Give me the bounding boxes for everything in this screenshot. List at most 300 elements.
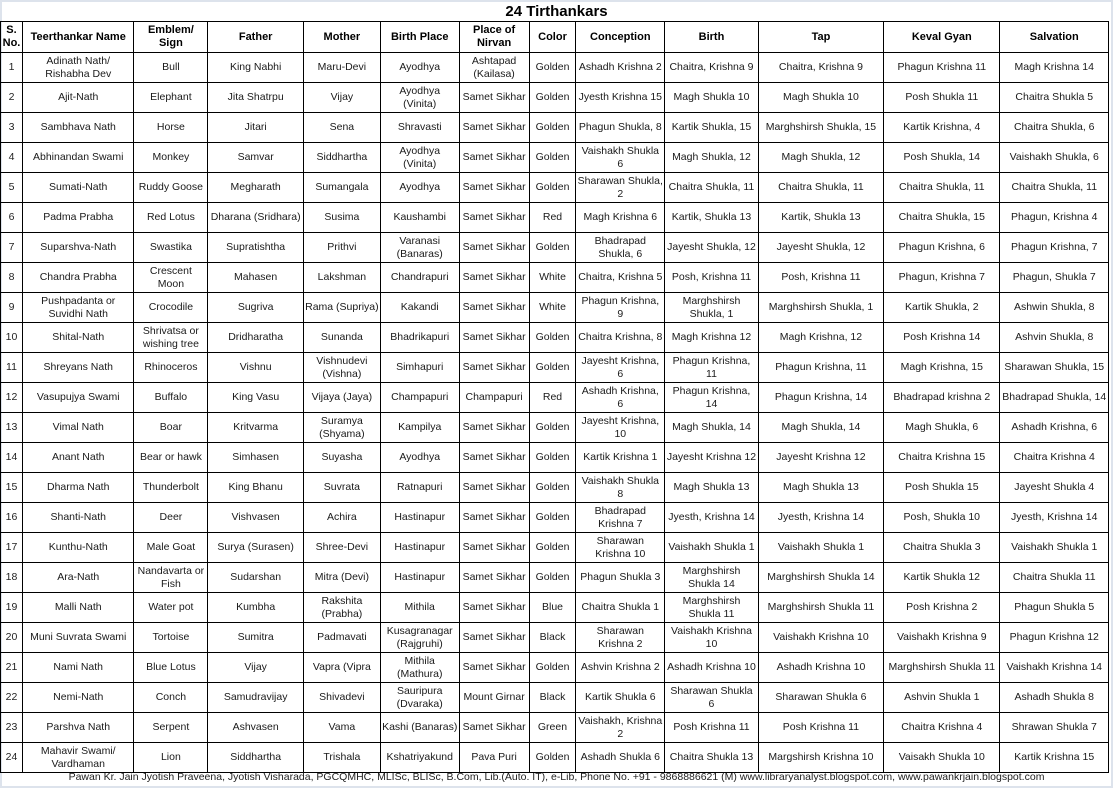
table-cell: Jayesht Krishna, 10 (576, 413, 665, 443)
table-cell: Posh Shukla, 14 (884, 143, 1000, 173)
column-header: Birth (665, 22, 759, 53)
table-row (1, 743, 1109, 773)
table-cell: Chaitra, Krishna 5 (576, 263, 665, 293)
table-cell: Deer (134, 503, 208, 533)
table-cell: Golden (529, 563, 576, 593)
table-cell: Mitra (Devi) (304, 563, 381, 593)
table-row (1, 323, 1109, 353)
table-cell: Vaishakh Krishna 14 (1000, 653, 1109, 683)
tirthankars-table (0, 21, 1109, 773)
table-cell: Kshatriyakund (380, 743, 459, 773)
column-header: Birth Place (380, 22, 459, 53)
table-cell: Samet Sikhar (459, 113, 529, 143)
table-cell: 12 (1, 383, 23, 413)
table-cell: Phagun Shukla 5 (1000, 593, 1109, 623)
table-cell: Chaitra Shukla 1 (576, 593, 665, 623)
table-cell: Sumitra (208, 623, 304, 653)
table-cell: Red (529, 383, 576, 413)
table-cell: Jayesht Krishna, 6 (576, 353, 665, 383)
table-cell: Phagun Shukla, 8 (576, 113, 665, 143)
column-header: Teerthankar Name (22, 22, 134, 53)
table-cell: Suramya (Shyama) (304, 413, 381, 443)
table-cell: Suyasha (304, 443, 381, 473)
table-cell: Pushpadanta or Suvidhi Nath (22, 293, 134, 323)
table-cell: Champapuri (459, 383, 529, 413)
table-cell: Anant Nath (22, 443, 134, 473)
table-cell: Rhinoceros (134, 353, 208, 383)
table-cell: Siddhartha (208, 743, 304, 773)
table-cell: Ruddy Goose (134, 173, 208, 203)
table-cell: Magh Shukla 13 (758, 473, 883, 503)
table-cell: Magh Krishna, 12 (758, 323, 883, 353)
table-cell: Kartik Shukla, 15 (665, 113, 759, 143)
table-cell: Kartik Shukla, 2 (884, 293, 1000, 323)
table-cell: Posh Shukla 11 (884, 83, 1000, 113)
table-cell: King Nabhi (208, 53, 304, 83)
table-cell: Phagun Krishna, 6 (884, 233, 1000, 263)
table-cell: Mithila (Mathura) (380, 653, 459, 683)
table-cell: Jyesth, Krishna 14 (665, 503, 759, 533)
table-cell: Sharawan Krishna 10 (576, 533, 665, 563)
table-cell: Hastinapur (380, 503, 459, 533)
table-cell: Chandrapuri (380, 263, 459, 293)
table-row (1, 113, 1109, 143)
table-cell: Siddhartha (304, 143, 381, 173)
table-cell: Samet Sikhar (459, 593, 529, 623)
table-cell: Jitari (208, 113, 304, 143)
table-cell: Shravasti (380, 113, 459, 143)
table-row (1, 143, 1109, 173)
table-row (1, 233, 1109, 263)
table-cell: Padmavati (304, 623, 381, 653)
table-cell: Phagun Krishna 11 (884, 53, 1000, 83)
table-row (1, 713, 1109, 743)
table-cell: Kakandi (380, 293, 459, 323)
table-cell: Golden (529, 143, 576, 173)
table-cell: Maru-Devi (304, 53, 381, 83)
table-cell: Phagun, Krishna 4 (1000, 203, 1109, 233)
table-row (1, 53, 1109, 83)
table-cell: Kartik Krishna 15 (1000, 743, 1109, 773)
table-cell: Vama (304, 713, 381, 743)
table-row (1, 383, 1109, 413)
table-row (1, 173, 1109, 203)
table-cell: Padma Prabha (22, 203, 134, 233)
table-cell: Kartik Krishna, 4 (884, 113, 1000, 143)
table-cell: Sugriva (208, 293, 304, 323)
table-cell: Hastinapur (380, 563, 459, 593)
table-cell: 21 (1, 653, 23, 683)
table-cell: Monkey (134, 143, 208, 173)
table-cell: Magh Shukla 10 (665, 83, 759, 113)
table-cell: Magh Shukla, 12 (665, 143, 759, 173)
table-cell: 5 (1, 173, 23, 203)
table-row (1, 263, 1109, 293)
table-cell: 19 (1, 593, 23, 623)
table-cell: Sunanda (304, 323, 381, 353)
table-cell: Crescent Moon (134, 263, 208, 293)
table-cell: Shrivatsa or wishing tree (134, 323, 208, 353)
table-cell: Golden (529, 473, 576, 503)
table-cell: Posh Krishna 14 (884, 323, 1000, 353)
table-cell: Sauripura (Dvaraka) (380, 683, 459, 713)
table-cell: Vaishakh Krishna 9 (884, 623, 1000, 653)
table-cell: Vishnu (208, 353, 304, 383)
table-cell: Muni Suvrata Swami (22, 623, 134, 653)
table-cell: Kartik Shukla 12 (884, 563, 1000, 593)
table-row (1, 83, 1109, 113)
table-cell: Shital-Nath (22, 323, 134, 353)
table-cell: Kashi (Banaras) (380, 713, 459, 743)
table-cell: Sena (304, 113, 381, 143)
table-cell: Samvar (208, 143, 304, 173)
table-cell: Mithila (380, 593, 459, 623)
table-cell: 16 (1, 503, 23, 533)
table-cell: Hastinapur (380, 533, 459, 563)
table-cell: Mount Girnar (459, 683, 529, 713)
table-cell: Ashadh Shukla 8 (1000, 683, 1109, 713)
table-cell: Sumangala (304, 173, 381, 203)
table-cell: Phagun Krishna, 14 (758, 383, 883, 413)
table-cell: Ayodhya (380, 53, 459, 83)
table-cell: Achira (304, 503, 381, 533)
table-cell: Mahavir Swami/ Vardhaman (22, 743, 134, 773)
table-cell: Chaitra Shukla 11 (1000, 563, 1109, 593)
table-cell: 2 (1, 83, 23, 113)
table-cell: Phagun Shukla 3 (576, 563, 665, 593)
table-cell: Ayodhya (380, 443, 459, 473)
table-cell: 22 (1, 683, 23, 713)
table-cell: Magh Shukla, 6 (884, 413, 1000, 443)
table-cell: Ashvasen (208, 713, 304, 743)
table-row (1, 443, 1109, 473)
table-row (1, 593, 1109, 623)
table-cell: Magh Krishna 14 (1000, 53, 1109, 83)
table-cell: Dharana (Sridhara) (208, 203, 304, 233)
table-cell: Phagun, Krishna 7 (884, 263, 1000, 293)
table-cell: Samet Sikhar (459, 233, 529, 263)
table-cell: Samet Sikhar (459, 503, 529, 533)
table-cell: Vapra (Vipra (304, 653, 381, 683)
table-cell: 3 (1, 113, 23, 143)
table-cell: Samet Sikhar (459, 413, 529, 443)
table-cell: Ashadh Shukla 6 (576, 743, 665, 773)
table-cell: Simhasen (208, 443, 304, 473)
table-cell: Prithvi (304, 233, 381, 263)
table-cell: Bhadrikapuri (380, 323, 459, 353)
table-cell: Marghshirsh Shukla 11 (665, 593, 759, 623)
table-cell: Jayesht Krishna 12 (758, 443, 883, 473)
table-cell: Kartik, Shukla 13 (665, 203, 759, 233)
table-cell: Phagun Krishna, 11 (758, 353, 883, 383)
table-cell: Shree-Devi (304, 533, 381, 563)
table-cell: Chaitra Krishna 4 (884, 713, 1000, 743)
table-cell: Samet Sikhar (459, 443, 529, 473)
table-cell: Thunderbolt (134, 473, 208, 503)
table-cell: Ajit-Nath (22, 83, 134, 113)
table-cell: Marghshirsh Shukla, 15 (758, 113, 883, 143)
table-cell: Jayesht Shukla 4 (1000, 473, 1109, 503)
table-cell: Rakshita (Prabha) (304, 593, 381, 623)
table-cell: Vaishakh Krishna 10 (758, 623, 883, 653)
table-cell: Kartik, Shukla 13 (758, 203, 883, 233)
table-cell: Red Lotus (134, 203, 208, 233)
table-cell: King Vasu (208, 383, 304, 413)
column-header: Father (208, 22, 304, 53)
table-cell: Bhadrapad Shukla, 6 (576, 233, 665, 263)
table-cell: 13 (1, 413, 23, 443)
table-cell: 18 (1, 563, 23, 593)
table-cell: Vijaya (Jaya) (304, 383, 381, 413)
table-cell: Chaitra Shukla 13 (665, 743, 759, 773)
table-cell: Posh, Krishna 11 (665, 263, 759, 293)
table-cell: Ashvin Krishna 2 (576, 653, 665, 683)
table-cell: Sambhava Nath (22, 113, 134, 143)
table-cell: Kritvarma (208, 413, 304, 443)
table-cell: Magh Shukla, 12 (758, 143, 883, 173)
table-cell: Ashadh Krishna, 6 (576, 383, 665, 413)
table-cell: Kampilya (380, 413, 459, 443)
table-cell: White (529, 263, 576, 293)
table-cell: Vaishakh Shukla 8 (576, 473, 665, 503)
table-cell: Chaitra Krishna 15 (884, 443, 1000, 473)
table-cell: Shrawan Shukla 7 (1000, 713, 1109, 743)
table-cell: 14 (1, 443, 23, 473)
table-cell: Jayesht Shukla, 12 (665, 233, 759, 263)
table-cell: Magh Shukla 10 (758, 83, 883, 113)
table-cell: Malli Nath (22, 593, 134, 623)
table-cell: Posh Shukla 15 (884, 473, 1000, 503)
table-cell: Magh Krishna, 15 (884, 353, 1000, 383)
table-cell: Vaishakh Shukla 6 (576, 143, 665, 173)
table-row (1, 413, 1109, 443)
table-cell: Dridharatha (208, 323, 304, 353)
table-cell: Lakshman (304, 263, 381, 293)
table-cell: Kusagranagar (Rajgruhi) (380, 623, 459, 653)
table-cell: Red (529, 203, 576, 233)
table-cell: Samet Sikhar (459, 353, 529, 383)
table-cell: Serpent (134, 713, 208, 743)
table-cell: 24 (1, 743, 23, 773)
table-cell: Vaishakh Shukla 1 (1000, 533, 1109, 563)
table-cell: Golden (529, 173, 576, 203)
table-cell: Vaishakh Shukla 1 (665, 533, 759, 563)
table-cell: Vasupujya Swami (22, 383, 134, 413)
table-row (1, 353, 1109, 383)
table-cell: Jyesth, Krishna 14 (758, 503, 883, 533)
table-cell: Vimal Nath (22, 413, 134, 443)
table-row (1, 473, 1109, 503)
table-cell: Magh Shukla, 14 (665, 413, 759, 443)
table-cell: Golden (529, 413, 576, 443)
table-cell: Vishnudevi (Vishna) (304, 353, 381, 383)
table-cell: Golden (529, 743, 576, 773)
table-cell: Jita Shatrpu (208, 83, 304, 113)
table-cell: Nemi-Nath (22, 683, 134, 713)
table-cell: Phagun Krishna, 14 (665, 383, 759, 413)
table-cell: 17 (1, 533, 23, 563)
table-cell: Posh Krishna 11 (758, 713, 883, 743)
header-row (1, 22, 1109, 53)
table-cell: Golden (529, 443, 576, 473)
table-cell: Kunthu-Nath (22, 533, 134, 563)
table-cell: Marghshirsh Shukla 11 (884, 653, 1000, 683)
table-body (1, 53, 1109, 773)
table-cell: Chaitra Shukla 5 (1000, 83, 1109, 113)
table-cell: Black (529, 623, 576, 653)
table-row (1, 503, 1109, 533)
table-cell: Magh Krishna 6 (576, 203, 665, 233)
table-cell: Dharma Nath (22, 473, 134, 503)
table-cell: Vijay (304, 83, 381, 113)
table-cell: Golden (529, 653, 576, 683)
table-cell: Ashvin Shukla, 8 (1000, 323, 1109, 353)
table-cell: Chaitra Shukla 3 (884, 533, 1000, 563)
table-cell: Elephant (134, 83, 208, 113)
table-cell: Surya (Surasen) (208, 533, 304, 563)
table-cell: Conch (134, 683, 208, 713)
table-cell: Blue (529, 593, 576, 623)
spreadsheet-page (2, 2, 1111, 786)
table-row (1, 653, 1109, 683)
table-cell: Ashadh Krishna 10 (665, 653, 759, 683)
table-cell: Nami Nath (22, 653, 134, 683)
table-cell: Ashadh Krishna, 6 (1000, 413, 1109, 443)
table-cell: Samet Sikhar (459, 143, 529, 173)
table-cell: 23 (1, 713, 23, 743)
table-cell: Sharawan Shukla 6 (758, 683, 883, 713)
table-cell: Suvrata (304, 473, 381, 503)
table-cell: Kartik Shukla 6 (576, 683, 665, 713)
table-row (1, 203, 1109, 233)
page-title: 24 Tirthankars (505, 3, 608, 20)
table-cell: Ara-Nath (22, 563, 134, 593)
table-cell: Samet Sikhar (459, 623, 529, 653)
table-cell: Marghshirsh Shukla 11 (758, 593, 883, 623)
table-cell: Lion (134, 743, 208, 773)
table-cell: Margshirsh Krishna 10 (758, 743, 883, 773)
table-cell: Jyesth, Krishna 14 (1000, 503, 1109, 533)
table-cell: Marghshirsh Shukla 14 (665, 563, 759, 593)
table-cell: Samet Sikhar (459, 533, 529, 563)
column-header: Conception (576, 22, 665, 53)
table-cell: Chaitra Krishna 4 (1000, 443, 1109, 473)
table-cell: Samet Sikhar (459, 263, 529, 293)
table-cell: Ashvin Shukla 1 (884, 683, 1000, 713)
table-cell: 8 (1, 263, 23, 293)
table-cell: Crocodile (134, 293, 208, 323)
table-cell: Jayesht Krishna 12 (665, 443, 759, 473)
table-cell: Marghshirsh Shukla, 1 (665, 293, 759, 323)
table-cell: Golden (529, 353, 576, 383)
table-cell: Sharawan Krishna 2 (576, 623, 665, 653)
table-cell: King Bhanu (208, 473, 304, 503)
table-cell: Chaitra Shukla, 6 (1000, 113, 1109, 143)
table-cell: Posh, Shukla 10 (884, 503, 1000, 533)
table-cell: Golden (529, 503, 576, 533)
table-cell: Tortoise (134, 623, 208, 653)
table-cell: Phagun Krishna, 9 (576, 293, 665, 323)
table-cell: Parshva Nath (22, 713, 134, 743)
table-cell: Nandavarta or Fish (134, 563, 208, 593)
table-row (1, 563, 1109, 593)
table-row (1, 623, 1109, 653)
table-cell: Samet Sikhar (459, 203, 529, 233)
table-cell: Ayodhya (380, 173, 459, 203)
table-cell: Susima (304, 203, 381, 233)
table-cell: Posh, Krishna 11 (758, 263, 883, 293)
table-cell: Trishala (304, 743, 381, 773)
table-cell: Ratnapuri (380, 473, 459, 503)
table-cell: Jyesth Krishna 15 (576, 83, 665, 113)
table-cell: Vaishakh, Krishna 2 (576, 713, 665, 743)
table-cell: Ashtapad (Kailasa) (459, 53, 529, 83)
table-cell: Golden (529, 323, 576, 353)
table-cell: Vaisakh Shukla 10 (884, 743, 1000, 773)
table-cell: Golden (529, 83, 576, 113)
table-cell: Phagun Krishna, 11 (665, 353, 759, 383)
table-cell: Sharawan Shukla 6 (665, 683, 759, 713)
table-cell: Marghshirsh Shukla 14 (758, 563, 883, 593)
table-cell: Chaitra Shukla, 11 (758, 173, 883, 203)
table-cell: Kumbha (208, 593, 304, 623)
table-cell: 1 (1, 53, 23, 83)
table-cell: Posh Krishna 2 (884, 593, 1000, 623)
table-cell: Golden (529, 53, 576, 83)
table-cell: Vaishakh Shukla, 6 (1000, 143, 1109, 173)
table-cell: Kartik Krishna 1 (576, 443, 665, 473)
table-cell: Bhadrapad krishna 2 (884, 383, 1000, 413)
table-cell: Ayodhya (Vinita) (380, 143, 459, 173)
column-header: Tap (758, 22, 883, 53)
column-header: Emblem/ Sign (134, 22, 208, 53)
table-cell: Marghshirsh Shukla, 1 (758, 293, 883, 323)
table-cell: Shanti-Nath (22, 503, 134, 533)
table-cell: Varanasi (Banaras) (380, 233, 459, 263)
table-cell: Golden (529, 233, 576, 263)
table-cell: Phagun Krishna 12 (1000, 623, 1109, 653)
table-cell: Magh Shukla 13 (665, 473, 759, 503)
table-cell: Water pot (134, 593, 208, 623)
table-cell: Chaitra Shukla, 11 (1000, 173, 1109, 203)
table-cell: Phagun, Shukla 7 (1000, 263, 1109, 293)
table-cell: Chaitra, Krishna 9 (665, 53, 759, 83)
table-cell: Simhapuri (380, 353, 459, 383)
table-cell: Abhinandan Swami (22, 143, 134, 173)
column-header: Color (529, 22, 576, 53)
table-cell: Sharawan Shukla, 2 (576, 173, 665, 203)
table-cell: Bhadrapad Krishna 7 (576, 503, 665, 533)
table-cell: Samet Sikhar (459, 83, 529, 113)
table-cell: Suparshva-Nath (22, 233, 134, 263)
table-cell: Buffalo (134, 383, 208, 413)
table-cell: Shivadevi (304, 683, 381, 713)
table-cell: 15 (1, 473, 23, 503)
table-cell: Phagun Krishna, 7 (1000, 233, 1109, 263)
table-cell: Chandra Prabha (22, 263, 134, 293)
column-header: Keval Gyan (884, 22, 1000, 53)
table-cell: Golden (529, 113, 576, 143)
table-cell: Ashadh Krishna 10 (758, 653, 883, 683)
table-cell: Horse (134, 113, 208, 143)
table-cell: Vaishakh Shukla 1 (758, 533, 883, 563)
table-cell: Samudravijay (208, 683, 304, 713)
table-cell: Vaishakh Krishna 10 (665, 623, 759, 653)
table-cell: Green (529, 713, 576, 743)
table-cell: Chaitra Shukla, 11 (884, 173, 1000, 203)
table-cell: Vishvasen (208, 503, 304, 533)
table-cell: White (529, 293, 576, 323)
